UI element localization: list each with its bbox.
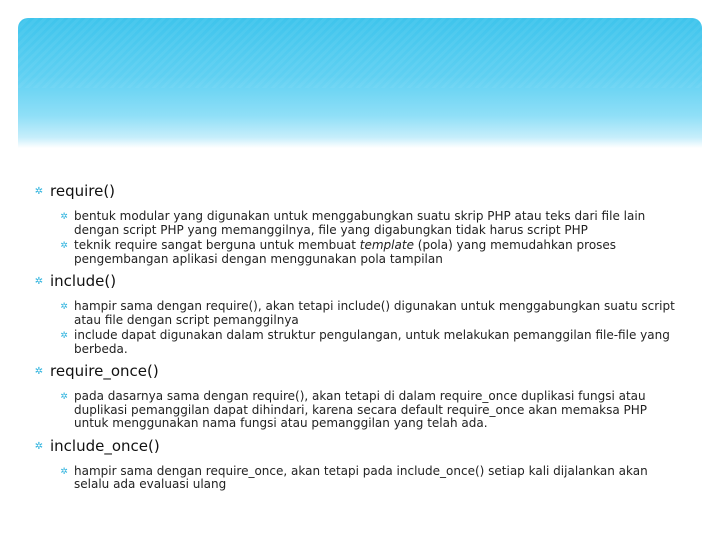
sub-bullet (54, 239, 698, 266)
sub-bullet (54, 465, 698, 492)
sub-bullet-text (74, 239, 684, 266)
sub-bullet-text: hampir sama dengan require_once, akan tetapi pada include_once() setiap kali dijalankan akan selalu ada evaluasi ulang (74, 463, 648, 491)
sub-bullet (54, 390, 698, 431)
section-title: include() (50, 272, 117, 290)
sub-bullet-text: bentuk modular yang digunakan untuk menggabungkan suatu skrip PHP atau teks dari file lain dengan script PHP yang memanggilnya, file yang digabungkan tidak harus script PHP (74, 209, 646, 237)
asterisk-bullet-icon: ✲ (60, 302, 68, 312)
slide-header-band (18, 18, 702, 148)
text-part: teknik require sangat berguna untuk membuat (74, 238, 360, 252)
bullet-include (28, 272, 698, 293)
asterisk-bullet-icon: ✲ (60, 212, 68, 222)
bullet-include-once (28, 437, 698, 458)
section-require (28, 182, 698, 266)
asterisk-bullet-icon: ✲ (60, 241, 68, 251)
section-title: require_once() (50, 362, 159, 380)
sub-bullet-text: hampir sama dengan require(), akan tetapi include() digunakan untuk menggabungkan suatu script atau file dengan script pemanggilnya (74, 299, 675, 327)
section-title: require() (50, 182, 116, 200)
slide-content (28, 182, 698, 498)
asterisk-bullet-icon: ✲ (34, 276, 44, 287)
bullet-require-once (28, 362, 698, 383)
bullet-require (28, 182, 698, 203)
asterisk-bullet-icon: ✲ (60, 466, 68, 477)
asterisk-bullet-icon: ✲ (34, 440, 44, 452)
sub-bullet-text: include dapat digunakan dalam struktur pengulangan, untuk melakukan pemanggilan file-file yang berbeda. (74, 328, 670, 356)
template-emphasis: template (359, 238, 414, 252)
sub-bullet (54, 300, 698, 327)
section-include (28, 272, 698, 356)
text-part: (pola) yang memudahkan proses pengembangan aplikasi dengan menggunakan pola tampilan (74, 238, 617, 266)
section-title: include_once() (50, 436, 160, 455)
section-require-once (28, 362, 698, 431)
asterisk-bullet-icon: ✲ (34, 186, 44, 197)
sub-bullet (54, 329, 698, 356)
asterisk-bullet-icon: ✲ (60, 392, 68, 402)
asterisk-bullet-icon: ✲ (34, 366, 44, 377)
sub-bullet (54, 210, 698, 237)
asterisk-bullet-icon: ✲ (60, 331, 68, 341)
sub-bullet-text: pada dasarnya sama dengan require(), akan tetapi di dalam require_once duplikasi fungsi atau duplikasi pemanggilan dapat dihindari, karena secara default require_once akan memaksa PHP untuk menggunakan nama fungsi atau pemanggilan yang telah ada. (74, 389, 648, 430)
section-include-once (28, 437, 698, 492)
